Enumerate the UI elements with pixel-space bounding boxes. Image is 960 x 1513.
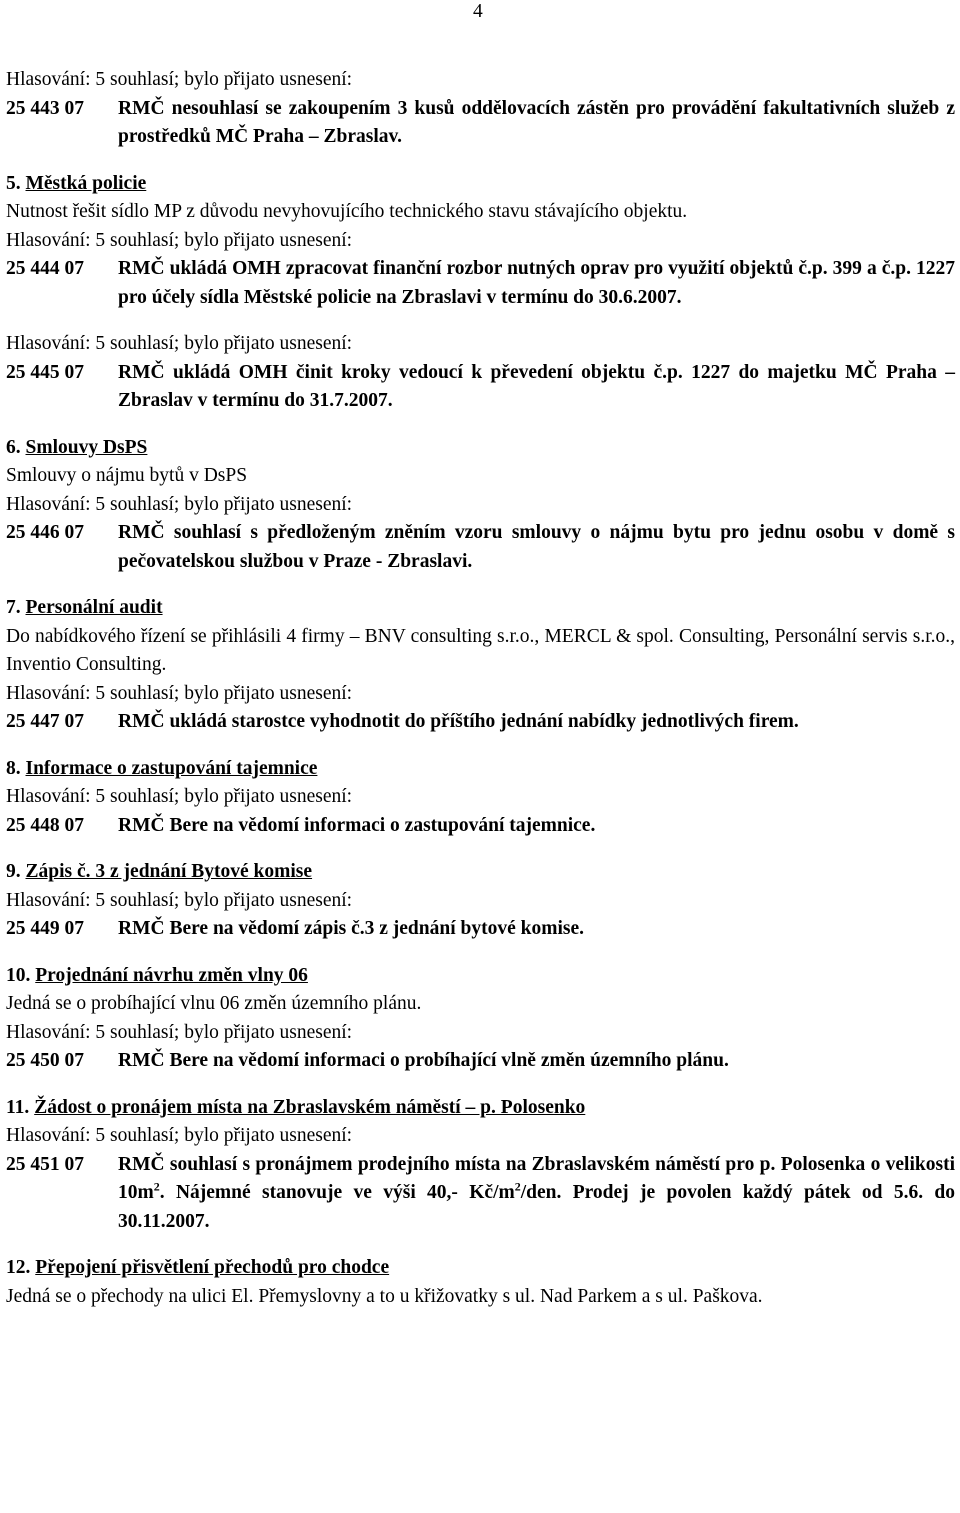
resolution-number: 25 443 07 — [6, 97, 84, 119]
vote-line: Hlasování: 5 souhlasí; bylo přijato usnesení: — [6, 493, 353, 515]
section-heading-7 — [6, 594, 955, 623]
page-number: 4 — [473, 1, 483, 22]
vote-line: Hlasování: 5 souhlasí; bylo přijato usnesení: — [6, 786, 353, 807]
section-number: 12. — [6, 1257, 31, 1278]
section-body: Smlouvy o nájmu bytů v DsPS — [6, 465, 248, 486]
resolution-text-part: . Nájemné stanovuje ve výši 40,- Kč/m — [159, 1182, 515, 1203]
resolution-text: RMČ Bere na vědomí informaci o probíhající vlně změn územního plánu. — [118, 1050, 729, 1071]
section-heading-5 — [6, 170, 955, 199]
section-body: Jedná se o přechody na ulici El. Přemyslovny a to u křižovatky s ul. Nad Parkem a s ul. Paškova. — [6, 1285, 763, 1307]
section-number: 10. — [6, 964, 31, 986]
resolution-text: RMČ ukládá OMH zpracovat finanční rozbor nutných oprav pro využití objektů č.p. 399 a č.p. 1227 pro účely sídla Městské policie na Zbraslavi v termínu do 30.6.2007. — [118, 258, 955, 308]
vote-line: Hlasování: 5 souhlasí; bylo přijato usnesení: — [6, 333, 353, 354]
section-heading-8 — [6, 755, 955, 784]
resolution-text: RMČ ukládá starostce vyhodnotit do příštího jednání nabídky jednotlivých firem. — [118, 711, 799, 732]
resolution-25448 — [6, 812, 955, 841]
resolution-25443 — [6, 95, 955, 152]
resolution-text: RMČ nesouhlasí se zakoupením 3 kusů oddělovacích zástěn pro provádění fakultativních služeb z prostředků MČ Praha – Zbraslav. — [118, 97, 955, 147]
resolution-25449 — [6, 915, 955, 944]
superscript: 2 — [153, 1179, 160, 1194]
vote-line: Hlasování: 5 souhlasí; bylo přijato usnesení: — [6, 889, 353, 911]
section-number: 9. — [6, 861, 21, 882]
resolution-text-part: RMČ souhlasí s pronájmem prodejního místa na Zbraslavském náměstí pro p. Polosenka o velikosti 10m — [118, 1153, 955, 1203]
section-number: 6. — [6, 436, 21, 458]
resolution-text: RMČ ukládá OMH činit kroky vedoucí k převedení objektu č.p. 1227 do majetku MČ Praha – Zbraslav v termínu do 31.7.2007. — [118, 361, 955, 411]
vote-line: Hlasování: 5 souhlasí; bylo přijato usnesení: — [6, 1125, 353, 1146]
section-heading-9 — [6, 858, 955, 887]
section-heading-6 — [6, 434, 955, 463]
section-title: Městká policie — [25, 172, 147, 194]
vote-line: Hlasování: 5 souhlasí; bylo přijato usnesení: — [6, 229, 353, 251]
section-body: Jedná se o probíhající vlnu 06 změn územního plánu. — [6, 993, 422, 1014]
resolution-number: 25 444 07 — [6, 258, 84, 279]
section-body: Do nabídkového řízení se přihlásili 4 firmy – BNV consulting s.r.o., MERCL & spol. Consulting, Personální servis s.r.o., Inventio Consulting. — [6, 625, 955, 675]
resolution-number: 25 451 07 — [6, 1153, 84, 1175]
resolution-text: RMČ Bere na vědomí zápis č.3 z jednání bytové komise. — [118, 918, 584, 939]
resolution-25445 — [6, 359, 955, 416]
section-title: Projednání návrhu změn vlny 06 — [35, 964, 308, 986]
section-number: 8. — [6, 757, 21, 779]
vote-line: Hlasování: 5 souhlasí; bylo přijato usnesení: — [6, 69, 353, 90]
section-title: Informace o zastupování tajemnice — [25, 757, 318, 779]
section-title: Smlouvy DsPS — [25, 436, 148, 458]
section-title: Personální audit — [25, 597, 163, 618]
section-title: Žádost o pronájem místa na Zbraslavském náměstí – p. Polosenko — [34, 1096, 586, 1118]
resolution-number: 25 447 07 — [6, 711, 84, 732]
section-heading-12 — [6, 1254, 955, 1283]
vote-line: Hlasování: 5 souhlasí; bylo přijato usnesení: — [6, 682, 353, 704]
resolution-25447 — [6, 708, 955, 737]
section-number: 11. — [6, 1096, 30, 1118]
resolution-number: 25 449 07 — [6, 918, 84, 939]
section-number: 5. — [6, 172, 21, 194]
resolution-25450 — [6, 1047, 955, 1076]
resolution-text — [118, 1151, 955, 1237]
resolution-text: RMČ Bere na vědomí informaci o zastupování tajemnice. — [118, 814, 596, 836]
resolution-number: 25 450 07 — [6, 1050, 84, 1071]
section-title: Zápis č. 3 z jednání Bytové komise — [25, 861, 313, 882]
section-title: Přepojení přisvětlení přechodů pro chodce — [35, 1257, 390, 1278]
resolution-number: 25 446 07 — [6, 522, 84, 543]
resolution-number: 25 445 07 — [6, 361, 84, 383]
vote-line: Hlasování: 5 souhlasí; bylo přijato usnesení: — [6, 1021, 353, 1043]
resolution-text: RMČ souhlasí s předloženým zněním vzoru smlouvy o nájmu bytu pro jednu osobu v domě s pečovatelskou službou v Praze - Zbraslavi. — [118, 522, 955, 572]
resolution-number: 25 448 07 — [6, 814, 84, 836]
superscript: 2 — [514, 1179, 521, 1194]
section-body: Nutnost řešit sídlo MP z důvodu nevyhovujícího technického stavu stávajícího objektu. — [6, 201, 688, 222]
section-number: 7. — [6, 597, 21, 618]
resolution-25444 — [6, 255, 955, 312]
minutes-content — [6, 66, 955, 1311]
section-heading-11 — [6, 1094, 955, 1123]
resolution-25446 — [6, 519, 955, 576]
resolution-25451 — [6, 1151, 955, 1237]
section-heading-10 — [6, 962, 955, 991]
resolution-text-part: /den. Prodej je povolen každý pátek od 5.6. do 30.11.2007. — [118, 1182, 955, 1232]
